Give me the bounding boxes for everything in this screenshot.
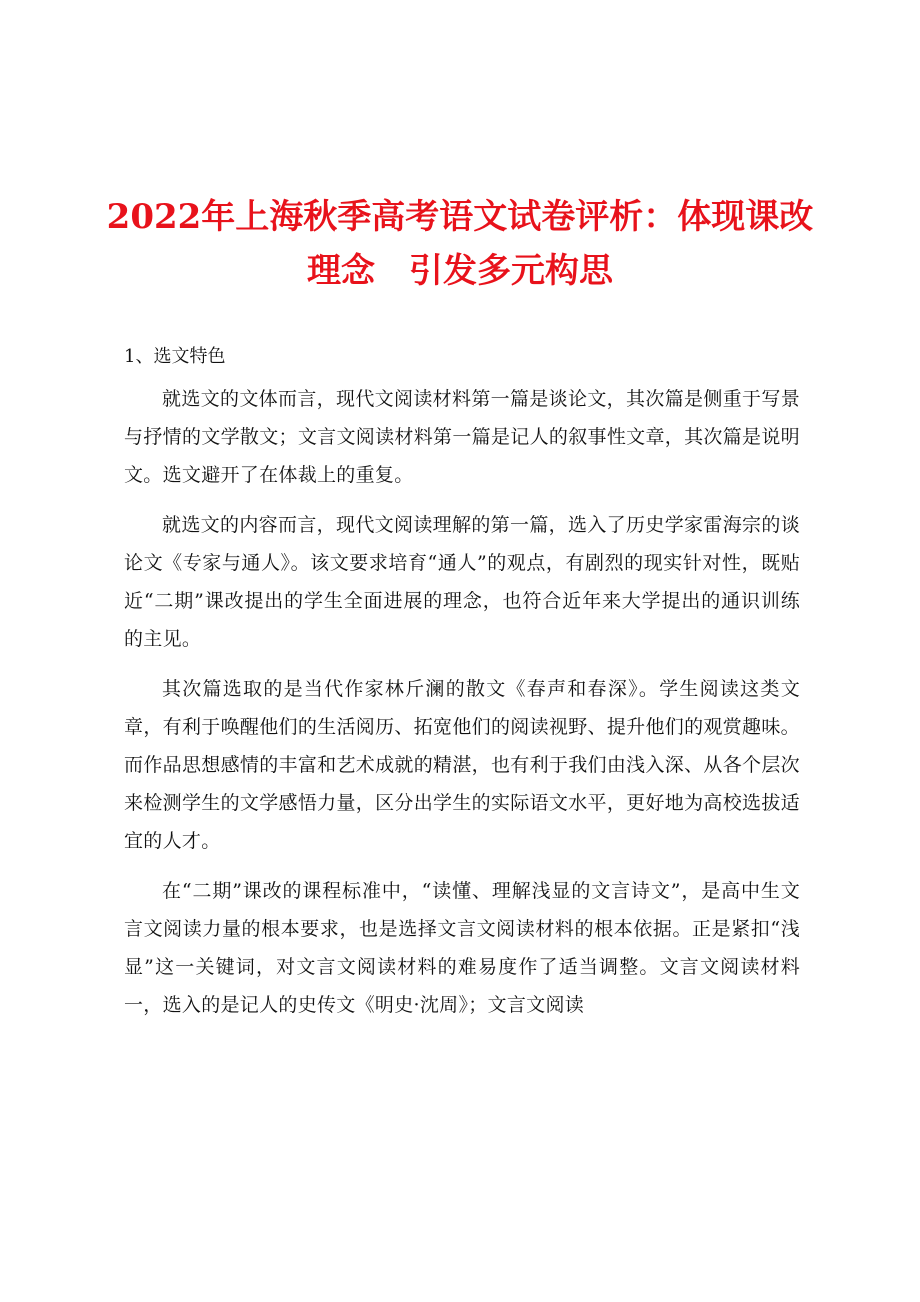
paragraph-2: 就选文的内容而言，现代文阅读理解的第一篇，选入了历史学家雷海宗的谈论文《专家与通人》。该文要求培育“通人”的观点，有剧烈的现实针对性，既贴近“二期”课改提出的学生全面进展的理念，也符合近年来大学提出的通识训练的主见。	[124, 514, 800, 650]
paragraph-3: 其次篇选取的是当代作家林斤澜的散文《春声和春深》。学生阅读这类文章，有利于唤醒他们的生活阅历、拓宽他们的阅读视野、提升他们的观赏趣味。而作品思想感情的丰富和艺术成就的精湛，也有利于我们由浅入深、从各个层次来检测学生的文学感悟力量，区分出学生的实际语文水平，更好地为高校选拔适宜的人才。	[124, 678, 800, 852]
title-line-2: 理念 引发多元构思	[307, 251, 613, 291]
section-heading: 1、选文特色	[124, 346, 226, 367]
paragraph-4: 在“二期”课改的课程标准中，“读懂、理解浅显的文言诗文”，是高中生文言文阅读力量的根本要求，也是选择文言文阅读材料的根本依据。正是紧扣“浅显”这一关键词，对文言文阅读材料的难易度作了适当调整。文言文阅读材料一，选入的是记人的史传文《明史·沈周》；文言文阅读	[124, 880, 800, 1016]
paragraph-1: 就选文的文体而言，现代文阅读材料第一篇是谈论文，其次篇是侧重于写景与抒情的文学散文；文言文阅读材料第一篇是记人的叙事性文章，其次篇是说明文。选文避开了在体裁上的重复。	[124, 388, 800, 486]
title-line-1: 2022年上海秋季高考语文试卷评析：体现课改	[106, 197, 814, 237]
document-title	[100, 190, 820, 298]
document-body	[124, 338, 800, 1036]
